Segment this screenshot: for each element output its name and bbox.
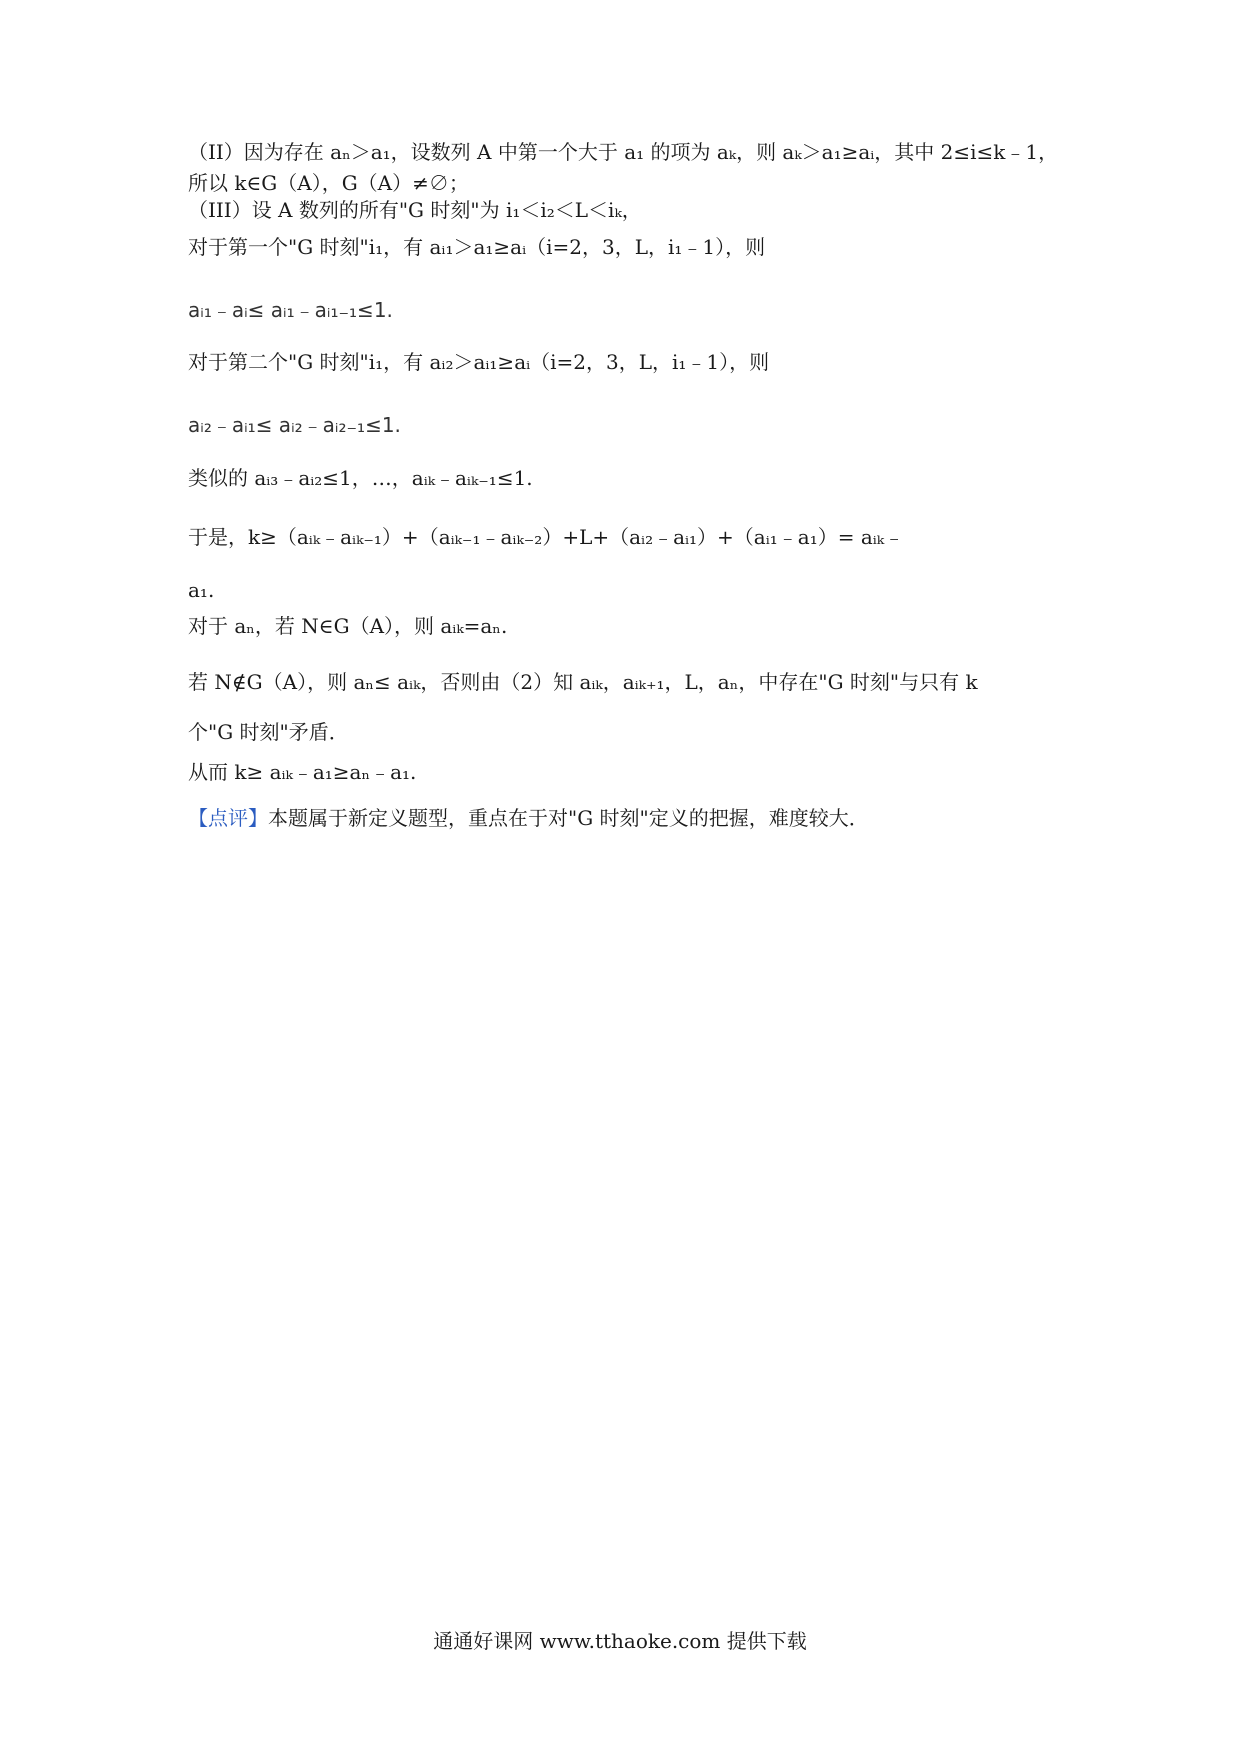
first-g-moment-line: 对于第一个"G 时刻"i₁，有 aᵢ₁＞a₁≥aᵢ（i=2，3，L，i₁﹣1），则 (188, 235, 766, 259)
contradiction-line: 个"G 时刻"矛盾． (188, 720, 349, 744)
comment-line (188, 803, 869, 833)
comment-text: 本题属于新定义题型，重点在于对"G 时刻"定义的把握，难度较大． (268, 806, 869, 830)
telescoping-sum-continuation: a₁. (188, 578, 215, 602)
second-g-moment-inequality: aᵢ₂﹣aᵢ₁≤ aᵢ₂﹣aᵢ₂₋₁≤1. (188, 413, 401, 437)
solution-part-3-intro: （III）设 A 数列的所有"G 时刻"为 i₁＜i₂＜L＜iₖ， (188, 198, 642, 222)
telescoping-sum-line: 于是，k≥（aᵢₖ﹣aᵢₖ₋₁）+（aᵢₖ₋₁﹣aᵢₖ₋₂）+L+（aᵢ₂﹣aᵢ₁）+（aᵢ₁﹣a₁）= aᵢₖ﹣ (188, 525, 905, 549)
similar-inequalities: 类似的 aᵢ₃﹣aᵢ₂≤1，…，aᵢₖ﹣aᵢₖ₋₁≤1. (188, 466, 533, 490)
page-footer: 通通好课网 www.tthaoke.com 提供下载 (433, 1629, 807, 1653)
conclusion-line: 从而 k≥ aᵢₖ﹣a₁≥aₙ﹣a₁. (188, 760, 417, 784)
case-n-not-in-g: 若 N∉G（A），则 aₙ≤ aᵢₖ，否则由（2）知 aᵢₖ，aᵢₖ₊₁，L，aₙ，中存在"G 时刻"与只有 k (188, 670, 978, 694)
solution-part-2-line-2: 所以 k∈G（A），G（A）≠∅； (188, 171, 469, 195)
second-g-moment-line: 对于第二个"G 时刻"i₁，有 aᵢ₂＞aᵢ₁≥aᵢ（i=2，3，L，i₁﹣1），则 (188, 350, 770, 374)
comment-tag: 【点评】 (188, 806, 268, 830)
first-g-moment-inequality: aᵢ₁﹣aᵢ≤ aᵢ₁﹣aᵢ₁₋₁≤1. (188, 298, 393, 322)
solution-part-2-line-1: （II）因为存在 aₙ＞a₁，设数列 A 中第一个大于 a₁ 的项为 aₖ，则 aₖ＞a₁≥aᵢ，其中 2≤i≤k﹣1， (188, 140, 1059, 164)
case-n-in-g: 对于 aₙ，若 N∈G（A），则 aᵢₖ=aₙ. (188, 614, 508, 638)
